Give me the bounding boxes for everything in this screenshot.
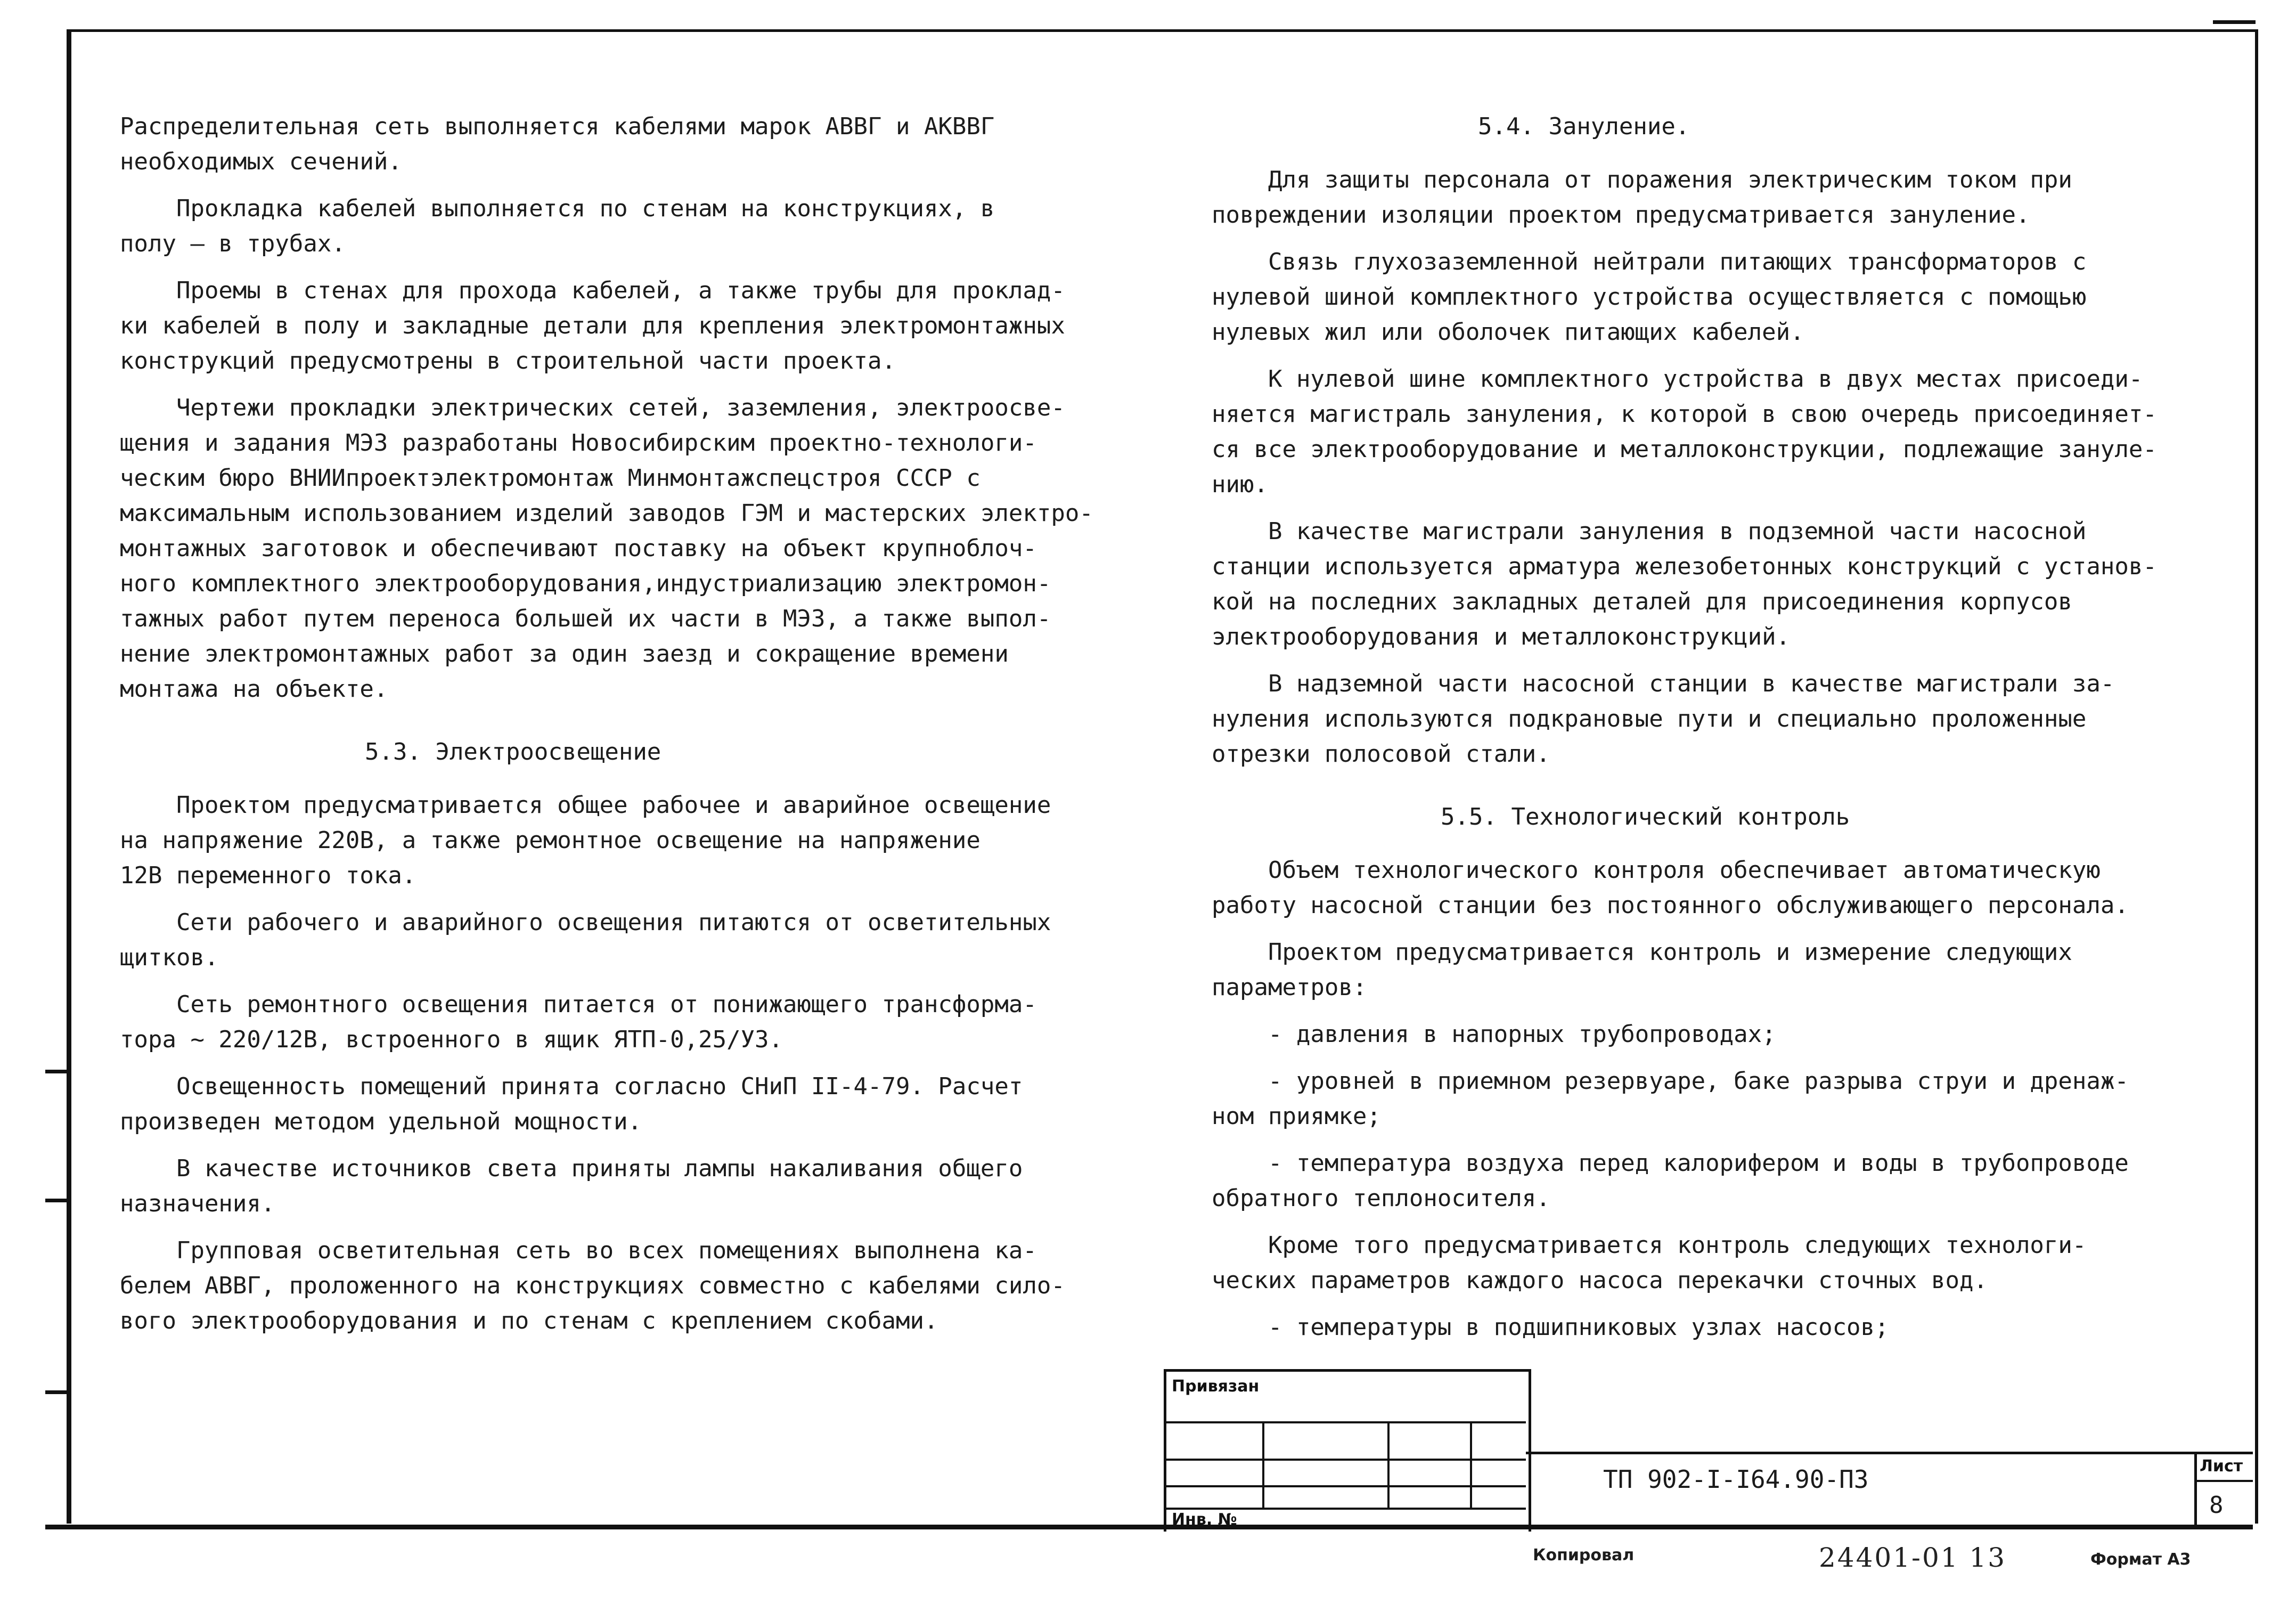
text-line: произведен методом удельной мощности. bbox=[120, 1108, 642, 1135]
text-line: Кроме того предусматривается контроль следующих технологи- bbox=[1212, 1232, 2087, 1259]
binding-tick bbox=[45, 1390, 69, 1394]
text-line: вого электрооборудования и по стенам с креплением скобами. bbox=[120, 1307, 938, 1334]
text-line: К нулевой шине комплектного устройства в двух местах присоеди- bbox=[1212, 365, 2143, 393]
handwritten-inventory-number: 24401-01 13 bbox=[1819, 1542, 2007, 1573]
sheet-label: Лист bbox=[2200, 1457, 2243, 1476]
paragraph bbox=[120, 109, 1132, 180]
text-line: Связь глухозаземленной нейтрали питающих трансформаторов с bbox=[1212, 248, 2087, 275]
text-line: обратного теплоносителя. bbox=[1212, 1185, 1550, 1212]
binding-tick bbox=[45, 1199, 69, 1202]
paragraph bbox=[1212, 514, 2208, 655]
text-line: В качестве магистрали зануления в подземной части насосной bbox=[1212, 518, 2087, 545]
lighting-paragraphs bbox=[120, 788, 1132, 1339]
section-title-grounding: 5.4. Зануление. bbox=[1478, 113, 1690, 140]
text-line: - уровней в приемном резервуаре, баке разрыва струи и дренаж- bbox=[1212, 1068, 2129, 1095]
bound-label: Привязан bbox=[1172, 1377, 1260, 1396]
text-line: Сеть ремонтного освещения питается от понижающего трансформа- bbox=[120, 991, 1037, 1018]
right-text-column bbox=[1212, 109, 2208, 1357]
text-line: назначения. bbox=[120, 1190, 275, 1217]
text-line: необходимых сечений. bbox=[120, 148, 402, 175]
text-line: электрооборудования и металлоконструкций. bbox=[1212, 623, 1791, 650]
text-line: отрезки полосовой стали. bbox=[1212, 740, 1550, 768]
text-line: кой на последних закладных деталей для присоединения корпусов bbox=[1212, 588, 2072, 615]
text-line: конструкций предусмотрены в строительной части проекта. bbox=[120, 347, 896, 374]
paragraph bbox=[1212, 1064, 2208, 1134]
text-line: щитков. bbox=[120, 944, 219, 971]
bottom-border bbox=[45, 1525, 2253, 1529]
text-line: няется магистраль зануления, к которой в свою очередь присоединяет- bbox=[1212, 401, 2157, 428]
paragraph bbox=[1212, 666, 2208, 772]
text-line: щения и задания МЭЗ разработаны Новосибирским проектно-технологи- bbox=[120, 429, 1037, 457]
table-divider bbox=[1387, 1421, 1390, 1508]
text-line: Сети рабочего и аварийного освещения питаются от осветительных bbox=[120, 909, 1051, 936]
text-line: белем АВВГ, проложенного на конструкциях совместно с кабелями сило- bbox=[120, 1272, 1065, 1299]
text-line: - температура воздуха перед калорифером и воды в трубопроводе bbox=[1212, 1150, 2129, 1177]
text-line: Освещенность помещений принята согласно СНиП II-4-79. Расчет bbox=[120, 1073, 1023, 1100]
paragraph bbox=[1212, 853, 2208, 923]
paragraph bbox=[1212, 1017, 2208, 1052]
text-line: Для защиты персонала от поражения электрическим током при bbox=[1212, 166, 2072, 193]
text-line: Проектом предусматривается контроль и измерение следующих bbox=[1212, 939, 2072, 966]
text-line: повреждении изоляции проектом предусматривается зануление. bbox=[1212, 201, 2030, 229]
text-line: на напряжение 220В, а также ремонтное освещение на напряжение bbox=[120, 827, 981, 854]
paragraph bbox=[1212, 935, 2208, 1005]
text-line: Проемы в стенах для прохода кабелей, а также трубы для проклад- bbox=[120, 277, 1065, 304]
paragraph bbox=[1212, 1146, 2208, 1216]
paragraph bbox=[120, 1233, 1132, 1339]
text-line: Чертежи прокладки электрических сетей, заземления, электроосве- bbox=[120, 394, 1065, 421]
text-line: максимальным использованием изделий заводов ГЭМ и мастерских электро- bbox=[120, 500, 1093, 527]
text-line: Объем технологического контроля обеспечивает автоматическую bbox=[1212, 857, 2101, 884]
text-line: полу – в трубах. bbox=[120, 230, 346, 257]
text-line: тажных работ путем переноса большей их части в МЭЗ, а также выпол- bbox=[120, 605, 1051, 632]
text-line: нию. bbox=[1212, 471, 1268, 498]
text-line: Распределительная сеть выполняется кабелями марок АВВГ и АКВВГ bbox=[120, 113, 995, 140]
paragraph bbox=[1212, 1310, 2208, 1345]
text-line: нуления используются подкрановые пути и специально проложенные bbox=[1212, 705, 2087, 732]
text-line: ном приямке; bbox=[1212, 1103, 1381, 1130]
binding-tick bbox=[45, 1070, 69, 1073]
text-line: нулевых жил или оболочек питающих кабелей. bbox=[1212, 319, 1804, 346]
frame-corner-mark bbox=[2213, 20, 2256, 24]
text-line: Прокладка кабелей выполняется по стенам на конструкциях, в bbox=[120, 195, 995, 222]
paragraph bbox=[1212, 245, 2208, 350]
text-line: работу насосной станции без постоянного обслуживающего персонала. bbox=[1212, 892, 2129, 919]
section-title-electric-lighting: 5.3. Электроосвещение bbox=[365, 738, 661, 766]
sheet-box-divider bbox=[2194, 1452, 2197, 1526]
text-line: ки кабелей в полу и закладные детали для крепления электромонтажных bbox=[120, 312, 1065, 339]
paragraph bbox=[120, 1151, 1132, 1222]
text-line: ческих параметров каждого насоса перекачки сточных вод. bbox=[1212, 1267, 1988, 1294]
table-divider bbox=[1262, 1421, 1264, 1508]
document-code: ТП 902-I-I64.90-ПЗ bbox=[1603, 1465, 1869, 1494]
paragraph bbox=[1212, 1228, 2208, 1298]
text-line: - температуры в подшипниковых узлах насосов; bbox=[1212, 1314, 1889, 1341]
paragraph bbox=[120, 905, 1132, 975]
text-line: ся все электрооборудование и металлоконструкции, подлежащие зануле- bbox=[1212, 436, 2157, 463]
paragraph bbox=[120, 1069, 1132, 1139]
text-line: Групповая осветительная сеть во всех помещениях выполнена ка- bbox=[120, 1237, 1037, 1264]
text-line: монтажных заготовок и обеспечивают поставку на объект крупноблоч- bbox=[120, 535, 1037, 562]
paragraph bbox=[120, 273, 1132, 379]
text-line: нулевой шиной комплектного устройства осуществляется с помощью bbox=[1212, 283, 2087, 311]
text-line: нение электромонтажных работ за один заезд и сокращение времени bbox=[120, 640, 1009, 667]
section-title-process-control: 5.5. Технологический контроль bbox=[1441, 803, 1850, 831]
copied-by-label: Копировал bbox=[1533, 1546, 1635, 1565]
left-text-column bbox=[120, 109, 1132, 1350]
table-rule bbox=[1164, 1508, 1526, 1510]
text-line: - давления в напорных трубопроводах; bbox=[1212, 1021, 1776, 1048]
text-line: Проектом предусматривается общее рабочее и аварийное освещение bbox=[120, 792, 1051, 819]
text-line: 12В переменного тока. bbox=[120, 862, 416, 889]
paragraph bbox=[120, 788, 1132, 893]
sheet-box-rule bbox=[2194, 1480, 2253, 1482]
text-line: монтажа на объекте. bbox=[120, 675, 388, 703]
paper-format-label: Формат А3 bbox=[2090, 1550, 2191, 1569]
paragraph bbox=[120, 191, 1132, 262]
text-line: параметров: bbox=[1212, 974, 1367, 1001]
text-line: В надземной части насосной станции в качестве магистрали за- bbox=[1212, 670, 2115, 697]
table-divider bbox=[1470, 1421, 1472, 1508]
text-line: ческим бюро ВНИИпроектэлектромонтаж Минмонтажспецстроя СССР с bbox=[120, 465, 981, 492]
paragraph bbox=[120, 390, 1132, 707]
grounding-paragraphs bbox=[1212, 162, 2208, 772]
text-line: тора ~ 220/12В, встроенного в ящик ЯТП-0,25/УЗ. bbox=[120, 1026, 783, 1053]
inventory-number-label: Инв. № bbox=[1172, 1510, 1237, 1529]
paragraph bbox=[120, 987, 1132, 1057]
text-line: В качестве источников света приняты лампы накаливания общего bbox=[120, 1155, 1023, 1182]
paragraph bbox=[1212, 162, 2208, 233]
text-line: ного комплектного электрооборудования,индустриализацию электромон- bbox=[120, 570, 1051, 597]
paragraph bbox=[1212, 362, 2208, 502]
process-control-paragraphs bbox=[1212, 853, 2208, 1345]
text-line: станции используется арматура железобетонных конструкций с установ- bbox=[1212, 553, 2157, 580]
intro-paragraphs bbox=[120, 109, 1132, 707]
title-block-rule bbox=[1526, 1452, 2253, 1454]
sheet-number: 8 bbox=[2209, 1492, 2224, 1519]
